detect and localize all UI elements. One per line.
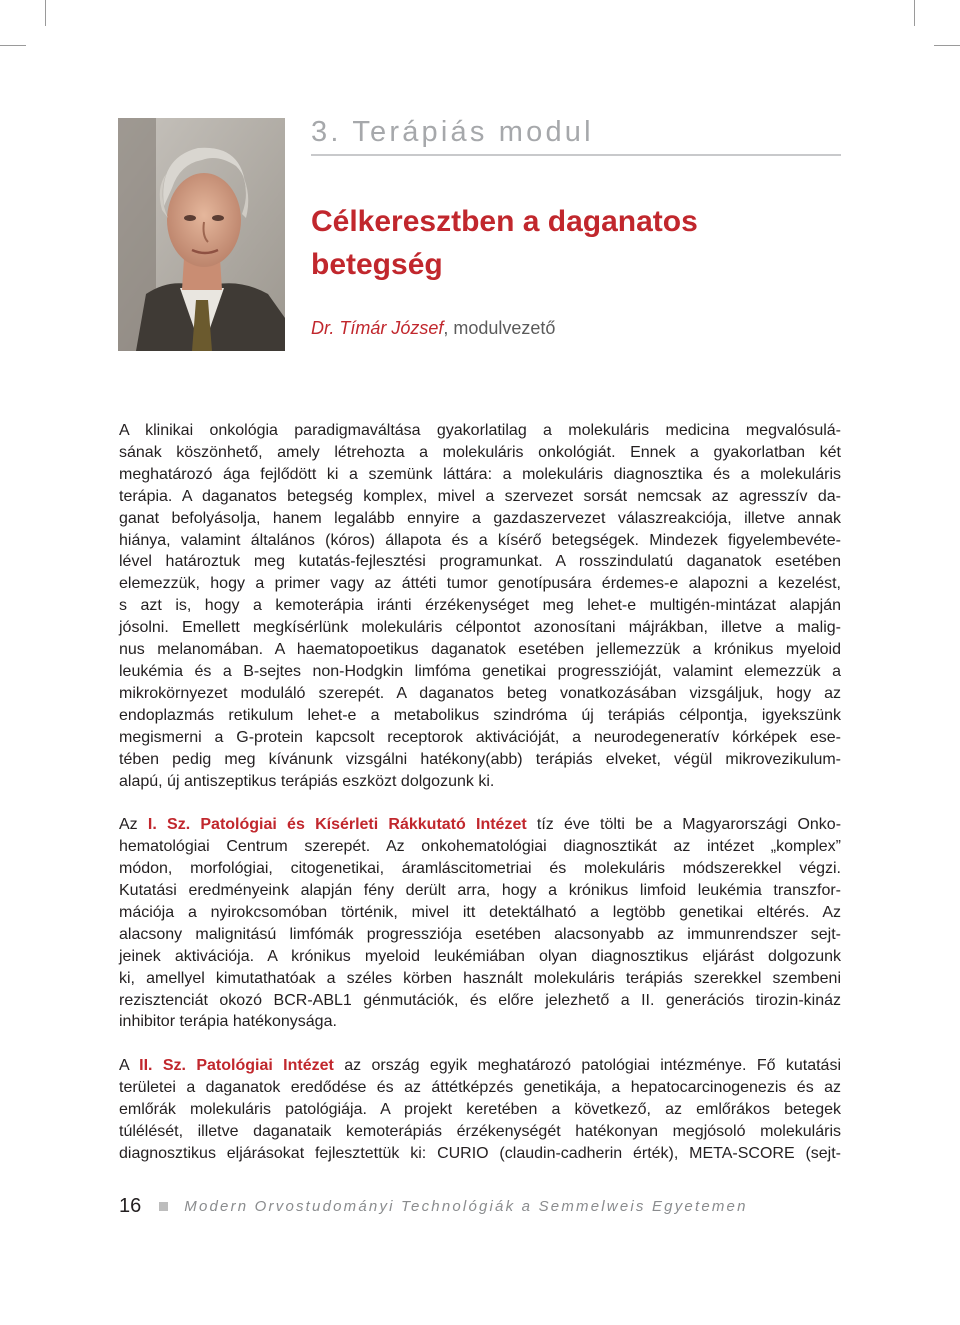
text-line: mikrokörnyezet moduláló szerepét. A daganatos beteg vonatkozásában vizsgáljuk, hogy az — [119, 684, 841, 702]
text-line: mációja a nyirokcsomóban történik, mivel itt detektálható a legtöbb genetikai eltérés. Az — [119, 903, 841, 921]
module-title: 3. Terápiás modul — [311, 116, 841, 156]
text-line: A klinikai onkológia paradigmaváltása gyakorlatilag a molekuláris medicina megvalósulá- — [119, 422, 841, 439]
square-bullet-icon — [159, 1202, 168, 1211]
text-line: sának köszönhető, amely létrehozta a molekuláris onkológiát. Ennek a gyakorlatban két — [119, 443, 841, 461]
text-line: rezisztenciát okozó BCR-ABL1 génmutációk, és előre jelezhető a II. generációs tirozin-kináz — [119, 991, 841, 1009]
text-line: Kutatási eredményeink alapján fény derült arra, hogy a krónikus limfoid leukémia transzfor- — [119, 882, 841, 900]
institute-code: II. Sz. — [139, 1057, 186, 1075]
crop-mark-top-left — [45, 0, 46, 26]
paragraph-institute-1 — [119, 814, 841, 1033]
text-line — [119, 1055, 841, 1077]
paragraph-gap — [119, 1033, 841, 1055]
text-line: leukémia és a B-sejtes non-Hodgkin limfóma genetikai progresszióját, valamint elemezzük a — [119, 662, 841, 680]
text-line: terápia. A daganatos betegség komplex, mivel a szervezet sorsát nemcsak az agresszív da- — [119, 487, 841, 505]
author-line — [311, 318, 555, 339]
author-name: Dr. Tímár József — [311, 318, 444, 338]
article-title: Célkeresztben a daganatos betegség — [311, 205, 698, 281]
article-body — [119, 420, 841, 1165]
institute-name: Patológiai és Kísérleti Rákkutató Intézet — [200, 816, 527, 834]
text-line: alapú, új antiszeptikus terápiás eszközt dolgozunk ki. — [119, 772, 495, 790]
paragraph-institute-2 — [119, 1055, 841, 1165]
text-line: inhibitor terápia hatékonysága. — [119, 1013, 337, 1031]
institute-code: I. Sz. — [147, 816, 191, 834]
text-line: hematológiai Centrum szerepét. Az onkohematológiai diagnosztikát az intézet „komplex” — [119, 838, 841, 856]
text-line: túlélését, illetve daganataik kemoterápiás érzékenységét hatékonyan megjósoló molekuláris — [119, 1122, 841, 1140]
text-line: területei a daganatok eredődése és az áttétképzés genetikája, a hepatocarcinogenezis és az — [119, 1079, 841, 1097]
text-fragment: az ország egyik meghatározó patológiai intézménye. Fő kutatási — [333, 1057, 842, 1075]
text-line: meghatározó ága fejlődött ki a szemünk láttára: a molekuláris diagnosztika és a molekuláris — [119, 465, 841, 483]
publication-title: Modern Orvostudományi Technológiák a Semmelweis Egyetemen — [184, 1198, 748, 1215]
text-line: jeinek aktivációja. A krónikus myeloid leukémiában olyan diagnosztikus eljárást dolgozunk — [119, 947, 841, 965]
crop-mark-left-top — [0, 45, 26, 46]
paragraph-gap — [119, 792, 841, 814]
text-line: diagnosztikus eljárásokat fejlesztettük ki: CURIO (claudin-cadherin érték), META-SCORE (sejt- — [119, 1144, 841, 1162]
institute-name: Patológiai Intézet — [196, 1057, 334, 1075]
paragraph-intro — [119, 420, 841, 792]
text-line: ganat befolyásolja, hanem legalább ennyire a gazdaszervezet válaszreakciója, illetve annak — [119, 509, 841, 527]
text-line: lével határoztuk meg kutatás-fejlesztési programunkat. A rosszindulatú daganatok esetében — [119, 553, 841, 571]
text-line — [119, 814, 841, 836]
text-fragment: tíz éve tölti be a Magyarországi Onko- — [526, 816, 842, 834]
portrait-photo — [118, 118, 285, 351]
text-line: megismerni a G-protein kapcsolt receptorok aktivációját, a neurodegeneratív kórképek ese- — [119, 728, 841, 746]
text-line: tében pedig meg kívánunk vizsgálni hatékony(abb) terápiás elveket, végül mikrovezikulum- — [119, 750, 841, 768]
text-line: nus melanomában. A haematopoetikus daganatok esetében jellemezzük a krónikus myeloid — [119, 641, 841, 659]
text-line: s azt is, hogy a kemoterápia iránti érzékenységet meg lehet-e multigén-mintázat alapján — [119, 597, 841, 615]
text-line: jósolni. Emellett megkísérlünk molekuláris célpontot azonosítani májrákban, illetve a malig- — [119, 619, 841, 637]
text-line: emlőrák molekuláris patológiája. A projekt keretében a következő, az emlőrákos betegek — [119, 1101, 841, 1119]
text-fragment: Az — [119, 816, 148, 834]
crop-mark-right-top — [934, 45, 960, 46]
text-line: elemezzük, hogy a primer vagy az áttéti tumor genotípusára érdemes-e alapozni a kezelést, — [119, 575, 841, 593]
text-fragment: A — [119, 1057, 140, 1075]
portrait-photo-drawing — [118, 118, 285, 351]
text-line: hiánya, valamint általános (kóros) állapota és a kísérő betegségek. Mindezek figyelembevéte- — [119, 531, 841, 549]
text-line: endoplazmás retikulum lehet-e a metabolikus szindróma új terápiás célpontja, igyekszünk — [119, 706, 841, 724]
author-role: , modulvezető — [443, 318, 556, 338]
text-line: ki, amellyel kimutathatóak a széles körben használt molekuláris terápiás szerekkel szembeni — [119, 969, 841, 987]
crop-mark-top-right — [914, 0, 915, 26]
text-line: alacsony malignitású limfómák progressziója esetében alacsonyabb az immunrendszer sejt- — [119, 925, 841, 943]
page-number: 16 — [119, 1195, 142, 1217]
page-footer — [119, 1195, 748, 1221]
text-line: módon, morfológiai, citogenetikai, áramláscitometriai és molekuláris módszerekkel végzi. — [119, 860, 841, 878]
